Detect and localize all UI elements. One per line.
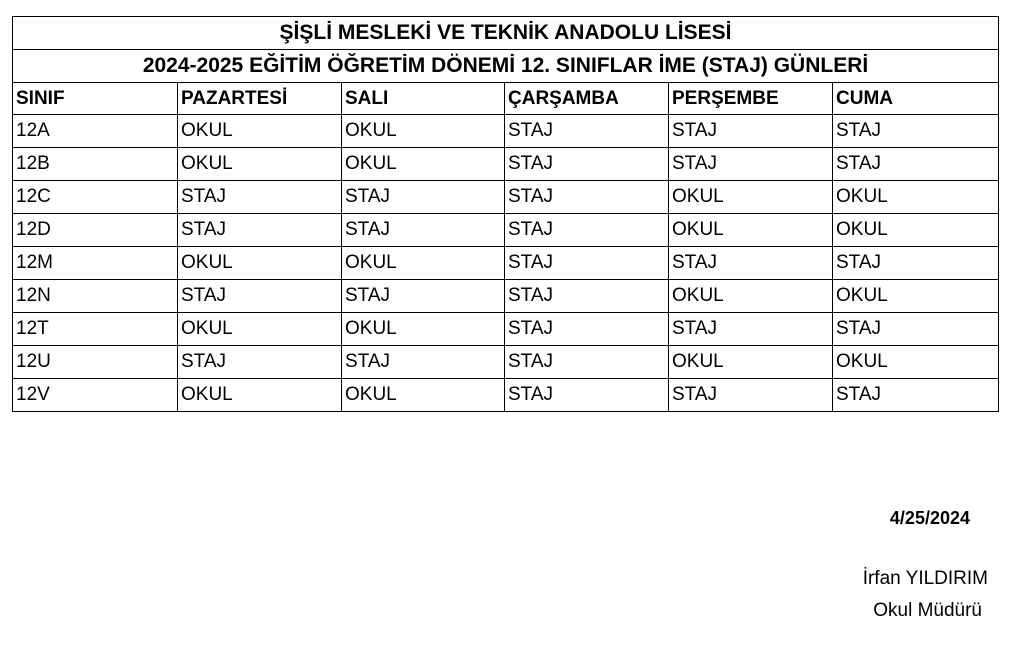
table-row [13, 346, 999, 379]
monday-cell: OKUL [178, 148, 342, 181]
thursday-cell: STAJ [669, 115, 833, 148]
school-title: ŞİŞLİ MESLEKİ VE TEKNİK ANADOLU LİSESİ [13, 17, 999, 50]
thursday-cell: OKUL [669, 346, 833, 379]
school-title-row [13, 17, 999, 50]
monday-cell: OKUL [178, 247, 342, 280]
header-friday: CUMA [833, 83, 999, 115]
thursday-cell: STAJ [669, 148, 833, 181]
tuesday-cell: STAJ [342, 346, 505, 379]
class-cell: 12B [13, 148, 178, 181]
class-cell: 12C [13, 181, 178, 214]
class-cell: 12T [13, 313, 178, 346]
monday-cell: STAJ [178, 346, 342, 379]
table-row [13, 148, 999, 181]
friday-cell: OKUL [833, 214, 999, 247]
header-tuesday: SALI [342, 83, 505, 115]
table-row [13, 280, 999, 313]
monday-cell: OKUL [178, 115, 342, 148]
table-row [13, 214, 999, 247]
tuesday-cell: STAJ [342, 214, 505, 247]
class-cell: 12N [13, 280, 178, 313]
signer-role: Okul Müdürü [873, 600, 982, 621]
monday-cell: STAJ [178, 214, 342, 247]
signer-name: İrfan YILDIRIM [862, 568, 988, 589]
friday-cell: STAJ [833, 247, 999, 280]
table-header-row [13, 83, 999, 115]
friday-cell: OKUL [833, 280, 999, 313]
tuesday-cell: STAJ [342, 280, 505, 313]
thursday-cell: OKUL [669, 214, 833, 247]
friday-cell: OKUL [833, 181, 999, 214]
header-thursday: PERŞEMBE [669, 83, 833, 115]
monday-cell: OKUL [178, 379, 342, 412]
thursday-cell: OKUL [669, 280, 833, 313]
class-cell: 12V [13, 379, 178, 412]
monday-cell: STAJ [178, 280, 342, 313]
tuesday-cell: OKUL [342, 148, 505, 181]
friday-cell: STAJ [833, 148, 999, 181]
class-cell: 12A [13, 115, 178, 148]
wednesday-cell: STAJ [505, 214, 669, 247]
wednesday-cell: STAJ [505, 247, 669, 280]
wednesday-cell: STAJ [505, 181, 669, 214]
schedule-title: 2024-2025 EĞİTİM ÖĞRETİM DÖNEMİ 12. SINIFLAR İME (STAJ) GÜNLERİ [13, 50, 999, 83]
wednesday-cell: STAJ [505, 379, 669, 412]
tuesday-cell: OKUL [342, 115, 505, 148]
document-date: 4/25/2024 [889, 508, 970, 528]
monday-cell: STAJ [178, 181, 342, 214]
friday-cell: STAJ [833, 115, 999, 148]
friday-cell: STAJ [833, 313, 999, 346]
thursday-cell: STAJ [669, 247, 833, 280]
wednesday-cell: STAJ [505, 115, 669, 148]
tuesday-cell: OKUL [342, 313, 505, 346]
friday-cell: STAJ [833, 379, 999, 412]
schedule-table [12, 16, 999, 412]
tuesday-cell: OKUL [342, 379, 505, 412]
monday-cell: OKUL [178, 313, 342, 346]
table-row [13, 313, 999, 346]
tuesday-cell: STAJ [342, 181, 505, 214]
header-wednesday: ÇARŞAMBA [505, 83, 669, 115]
header-class: SINIF [13, 83, 178, 115]
table-row [13, 115, 999, 148]
header-monday: PAZARTESİ [178, 83, 342, 115]
table-row [13, 181, 999, 214]
class-cell: 12M [13, 247, 178, 280]
table-row [13, 379, 999, 412]
schedule-title-row [13, 50, 999, 83]
thursday-cell: OKUL [669, 181, 833, 214]
friday-cell: OKUL [833, 346, 999, 379]
class-cell: 12U [13, 346, 178, 379]
table-row [13, 247, 999, 280]
thursday-cell: STAJ [669, 379, 833, 412]
class-cell: 12D [13, 214, 178, 247]
wednesday-cell: STAJ [505, 313, 669, 346]
thursday-cell: STAJ [669, 313, 833, 346]
tuesday-cell: OKUL [342, 247, 505, 280]
wednesday-cell: STAJ [505, 346, 669, 379]
wednesday-cell: STAJ [505, 148, 669, 181]
wednesday-cell: STAJ [505, 280, 669, 313]
